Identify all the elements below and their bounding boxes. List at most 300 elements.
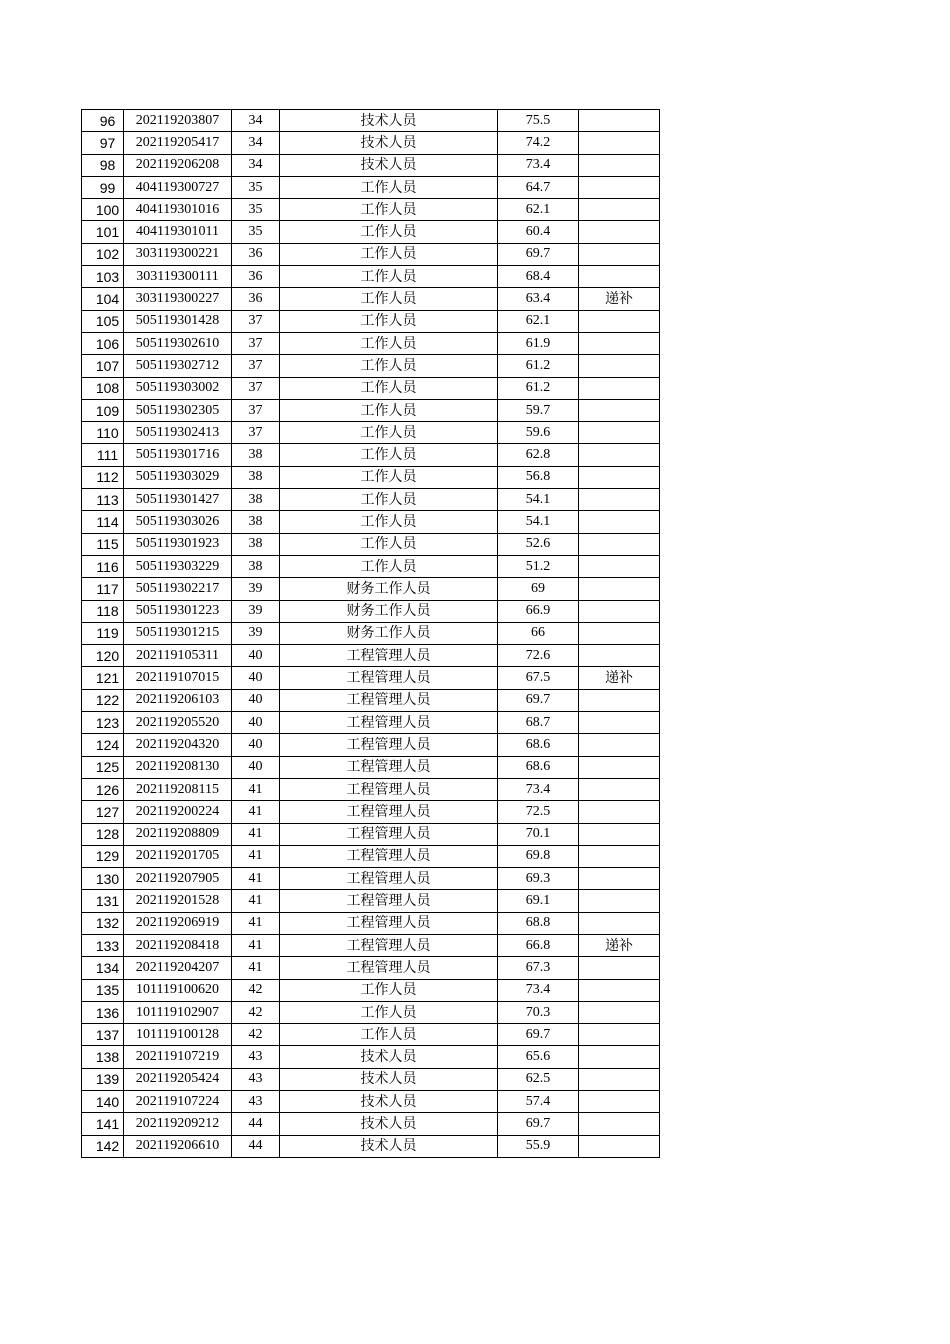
- position-code-cell: 43: [232, 1091, 280, 1113]
- row-number-cell: 111: [82, 444, 124, 466]
- note-cell: [579, 511, 660, 533]
- row-number-cell: 100: [82, 199, 124, 221]
- exam-id-cell: 202119107015: [124, 667, 232, 689]
- exam-id-cell: 505119302217: [124, 578, 232, 600]
- position-code-cell: 37: [232, 310, 280, 332]
- table-row: [82, 221, 660, 243]
- table-row: [82, 979, 660, 1001]
- job-title-cell: 工作人员: [280, 533, 498, 555]
- job-title-cell: 工作人员: [280, 555, 498, 577]
- note-cell: [579, 555, 660, 577]
- row-number-cell: 116: [82, 555, 124, 577]
- table-row: [82, 355, 660, 377]
- exam-id-cell: 505119301427: [124, 489, 232, 511]
- table-row: [82, 310, 660, 332]
- exam-id-cell: 202119207905: [124, 868, 232, 890]
- table-row: [82, 912, 660, 934]
- score-cell: 69: [498, 578, 579, 600]
- position-code-cell: 42: [232, 1001, 280, 1023]
- position-code-cell: 35: [232, 199, 280, 221]
- score-cell: 73.4: [498, 979, 579, 1001]
- row-number-cell: 140: [82, 1091, 124, 1113]
- row-number-cell: 121: [82, 667, 124, 689]
- row-number-cell: 114: [82, 511, 124, 533]
- score-cell: 56.8: [498, 466, 579, 488]
- row-number-cell: 124: [82, 734, 124, 756]
- exam-id-cell: 202119205520: [124, 712, 232, 734]
- results-table: [81, 109, 660, 1158]
- exam-id-cell: 101119102907: [124, 1001, 232, 1023]
- table-row: [82, 199, 660, 221]
- note-cell: [579, 176, 660, 198]
- note-cell: [579, 1001, 660, 1023]
- position-code-cell: 44: [232, 1113, 280, 1135]
- score-cell: 69.7: [498, 243, 579, 265]
- exam-id-cell: 505119303229: [124, 555, 232, 577]
- position-code-cell: 36: [232, 288, 280, 310]
- table-row: [82, 266, 660, 288]
- job-title-cell: 工作人员: [280, 266, 498, 288]
- score-cell: 62.5: [498, 1068, 579, 1090]
- exam-id-cell: 202119206208: [124, 154, 232, 176]
- position-code-cell: 39: [232, 600, 280, 622]
- job-title-cell: 技术人员: [280, 1113, 498, 1135]
- score-cell: 75.5: [498, 110, 579, 132]
- exam-id-cell: 202119206610: [124, 1135, 232, 1157]
- table-row: [82, 422, 660, 444]
- job-title-cell: 工作人员: [280, 176, 498, 198]
- score-cell: 70.1: [498, 823, 579, 845]
- exam-id-cell: 202119209212: [124, 1113, 232, 1135]
- note-cell: [579, 377, 660, 399]
- note-cell: [579, 578, 660, 600]
- exam-id-cell: 202119208809: [124, 823, 232, 845]
- exam-id-cell: 202119205417: [124, 132, 232, 154]
- table-row: [82, 132, 660, 154]
- job-title-cell: 财务工作人员: [280, 622, 498, 644]
- table-row: [82, 1024, 660, 1046]
- job-title-cell: 技术人员: [280, 110, 498, 132]
- score-cell: 66: [498, 622, 579, 644]
- score-cell: 69.7: [498, 1113, 579, 1135]
- job-title-cell: 财务工作人员: [280, 600, 498, 622]
- exam-id-cell: 202119200224: [124, 801, 232, 823]
- note-cell: [579, 110, 660, 132]
- job-title-cell: 工作人员: [280, 511, 498, 533]
- exam-id-cell: 202119206919: [124, 912, 232, 934]
- row-number-cell: 110: [82, 422, 124, 444]
- exam-id-cell: 505119303026: [124, 511, 232, 533]
- exam-id-cell: 505119301428: [124, 310, 232, 332]
- note-cell: [579, 466, 660, 488]
- position-code-cell: 40: [232, 667, 280, 689]
- table-row: [82, 801, 660, 823]
- position-code-cell: 39: [232, 578, 280, 600]
- position-code-cell: 37: [232, 422, 280, 444]
- position-code-cell: 37: [232, 377, 280, 399]
- table-row: [82, 444, 660, 466]
- score-cell: 51.2: [498, 555, 579, 577]
- row-number-cell: 122: [82, 689, 124, 711]
- note-cell: [579, 1024, 660, 1046]
- exam-id-cell: 505119302712: [124, 355, 232, 377]
- job-title-cell: 工程管理人员: [280, 845, 498, 867]
- row-number-cell: 129: [82, 845, 124, 867]
- row-number-cell: 112: [82, 466, 124, 488]
- job-title-cell: 工程管理人员: [280, 912, 498, 934]
- row-number-cell: 118: [82, 600, 124, 622]
- table-row: [82, 555, 660, 577]
- exam-id-cell: 202119206103: [124, 689, 232, 711]
- table-row: [82, 600, 660, 622]
- exam-id-cell: 202119107219: [124, 1046, 232, 1068]
- row-number-cell: 130: [82, 868, 124, 890]
- score-cell: 69.7: [498, 689, 579, 711]
- note-cell: 递补: [579, 667, 660, 689]
- note-cell: [579, 912, 660, 934]
- row-number-cell: 99: [82, 176, 124, 198]
- score-cell: 74.2: [498, 132, 579, 154]
- score-cell: 68.6: [498, 734, 579, 756]
- row-number-cell: 125: [82, 756, 124, 778]
- job-title-cell: 工作人员: [280, 466, 498, 488]
- note-cell: [579, 600, 660, 622]
- note-cell: 递补: [579, 288, 660, 310]
- score-cell: 73.4: [498, 778, 579, 800]
- note-cell: [579, 689, 660, 711]
- position-code-cell: 37: [232, 399, 280, 421]
- score-cell: 55.9: [498, 1135, 579, 1157]
- score-cell: 61.2: [498, 355, 579, 377]
- job-title-cell: 技术人员: [280, 1068, 498, 1090]
- row-number-cell: 132: [82, 912, 124, 934]
- position-code-cell: 41: [232, 912, 280, 934]
- exam-id-cell: 505119301716: [124, 444, 232, 466]
- job-title-cell: 技术人员: [280, 154, 498, 176]
- position-code-cell: 38: [232, 511, 280, 533]
- note-cell: [579, 645, 660, 667]
- row-number-cell: 104: [82, 288, 124, 310]
- note-cell: [579, 845, 660, 867]
- note-cell: [579, 199, 660, 221]
- position-code-cell: 35: [232, 221, 280, 243]
- row-number-cell: 127: [82, 801, 124, 823]
- position-code-cell: 41: [232, 890, 280, 912]
- row-number-cell: 101: [82, 221, 124, 243]
- job-title-cell: 工作人员: [280, 377, 498, 399]
- job-title-cell: 工作人员: [280, 243, 498, 265]
- table-row: [82, 778, 660, 800]
- table-row: [82, 154, 660, 176]
- job-title-cell: 工作人员: [280, 422, 498, 444]
- score-cell: 62.1: [498, 199, 579, 221]
- table-row: [82, 399, 660, 421]
- position-code-cell: 40: [232, 756, 280, 778]
- note-cell: [579, 1113, 660, 1135]
- exam-id-cell: 202119201528: [124, 890, 232, 912]
- position-code-cell: 42: [232, 979, 280, 1001]
- job-title-cell: 工程管理人员: [280, 890, 498, 912]
- position-code-cell: 41: [232, 845, 280, 867]
- exam-id-cell: 404119301011: [124, 221, 232, 243]
- table-row: [82, 890, 660, 912]
- results-table-body: [82, 110, 660, 1158]
- row-number-cell: 126: [82, 778, 124, 800]
- job-title-cell: 技术人员: [280, 1135, 498, 1157]
- score-cell: 61.9: [498, 332, 579, 354]
- note-cell: [579, 1068, 660, 1090]
- note-cell: [579, 622, 660, 644]
- position-code-cell: 41: [232, 957, 280, 979]
- exam-id-cell: 202119201705: [124, 845, 232, 867]
- table-row: [82, 1091, 660, 1113]
- row-number-cell: 139: [82, 1068, 124, 1090]
- row-number-cell: 120: [82, 645, 124, 667]
- note-cell: [579, 979, 660, 1001]
- job-title-cell: 工程管理人员: [280, 645, 498, 667]
- exam-id-cell: 101119100620: [124, 979, 232, 1001]
- table-row: [82, 845, 660, 867]
- exam-id-cell: 404119301016: [124, 199, 232, 221]
- position-code-cell: 39: [232, 622, 280, 644]
- job-title-cell: 工作人员: [280, 310, 498, 332]
- position-code-cell: 38: [232, 466, 280, 488]
- position-code-cell: 41: [232, 823, 280, 845]
- note-cell: [579, 355, 660, 377]
- job-title-cell: 工作人员: [280, 332, 498, 354]
- note-cell: [579, 778, 660, 800]
- job-title-cell: 工程管理人员: [280, 756, 498, 778]
- job-title-cell: 技术人员: [280, 132, 498, 154]
- position-code-cell: 43: [232, 1068, 280, 1090]
- position-code-cell: 34: [232, 132, 280, 154]
- table-row: [82, 176, 660, 198]
- position-code-cell: 37: [232, 355, 280, 377]
- row-number-cell: 128: [82, 823, 124, 845]
- job-title-cell: 工程管理人员: [280, 823, 498, 845]
- note-cell: [579, 1091, 660, 1113]
- position-code-cell: 41: [232, 778, 280, 800]
- note-cell: [579, 957, 660, 979]
- job-title-cell: 技术人员: [280, 1091, 498, 1113]
- position-code-cell: 38: [232, 533, 280, 555]
- position-code-cell: 38: [232, 555, 280, 577]
- table-row: [82, 1113, 660, 1135]
- table-row: [82, 756, 660, 778]
- exam-id-cell: 303119300227: [124, 288, 232, 310]
- table-row: [82, 578, 660, 600]
- table-row: [82, 868, 660, 890]
- score-cell: 54.1: [498, 511, 579, 533]
- row-number-cell: 108: [82, 377, 124, 399]
- exam-id-cell: 101119100128: [124, 1024, 232, 1046]
- score-cell: 69.1: [498, 890, 579, 912]
- table-row: [82, 957, 660, 979]
- row-number-cell: 135: [82, 979, 124, 1001]
- position-code-cell: 40: [232, 689, 280, 711]
- note-cell: [579, 712, 660, 734]
- note-cell: [579, 533, 660, 555]
- job-title-cell: 技术人员: [280, 1046, 498, 1068]
- note-cell: [579, 221, 660, 243]
- row-number-cell: 123: [82, 712, 124, 734]
- position-code-cell: 43: [232, 1046, 280, 1068]
- exam-id-cell: 202119208130: [124, 756, 232, 778]
- table-row: [82, 823, 660, 845]
- job-title-cell: 工程管理人员: [280, 689, 498, 711]
- job-title-cell: 工程管理人员: [280, 801, 498, 823]
- note-cell: [579, 399, 660, 421]
- table-row: [82, 712, 660, 734]
- position-code-cell: 42: [232, 1024, 280, 1046]
- score-cell: 62.1: [498, 310, 579, 332]
- table-row: [82, 622, 660, 644]
- note-cell: [579, 734, 660, 756]
- row-number-cell: 134: [82, 957, 124, 979]
- note-cell: [579, 890, 660, 912]
- note-cell: [579, 823, 660, 845]
- note-cell: [579, 1135, 660, 1157]
- job-title-cell: 工作人员: [280, 1001, 498, 1023]
- score-cell: 67.5: [498, 667, 579, 689]
- job-title-cell: 工作人员: [280, 355, 498, 377]
- score-cell: 63.4: [498, 288, 579, 310]
- position-code-cell: 35: [232, 176, 280, 198]
- score-cell: 64.7: [498, 176, 579, 198]
- exam-id-cell: 404119300727: [124, 176, 232, 198]
- score-cell: 52.6: [498, 533, 579, 555]
- row-number-cell: 105: [82, 310, 124, 332]
- note-cell: 递补: [579, 934, 660, 956]
- table-row: [82, 466, 660, 488]
- exam-id-cell: 505119302305: [124, 399, 232, 421]
- exam-id-cell: 202119203807: [124, 110, 232, 132]
- position-code-cell: 41: [232, 801, 280, 823]
- table-row: [82, 1001, 660, 1023]
- table-row: [82, 667, 660, 689]
- job-title-cell: 工程管理人员: [280, 778, 498, 800]
- job-title-cell: 工作人员: [280, 399, 498, 421]
- note-cell: [579, 1046, 660, 1068]
- score-cell: 69.3: [498, 868, 579, 890]
- score-cell: 60.4: [498, 221, 579, 243]
- exam-id-cell: 505119301923: [124, 533, 232, 555]
- score-cell: 69.7: [498, 1024, 579, 1046]
- row-number-cell: 98: [82, 154, 124, 176]
- row-number-cell: 107: [82, 355, 124, 377]
- exam-id-cell: 303119300111: [124, 266, 232, 288]
- position-code-cell: 41: [232, 934, 280, 956]
- job-title-cell: 工程管理人员: [280, 957, 498, 979]
- note-cell: [579, 868, 660, 890]
- score-cell: 73.4: [498, 154, 579, 176]
- exam-id-cell: 202119205424: [124, 1068, 232, 1090]
- exam-id-cell: 202119208418: [124, 934, 232, 956]
- score-cell: 59.6: [498, 422, 579, 444]
- job-title-cell: 工程管理人员: [280, 734, 498, 756]
- exam-id-cell: 505119303029: [124, 466, 232, 488]
- table-row: [82, 1135, 660, 1157]
- row-number-cell: 133: [82, 934, 124, 956]
- note-cell: [579, 756, 660, 778]
- position-code-cell: 37: [232, 332, 280, 354]
- score-cell: 72.6: [498, 645, 579, 667]
- row-number-cell: 137: [82, 1024, 124, 1046]
- note-cell: [579, 266, 660, 288]
- job-title-cell: 工程管理人员: [280, 934, 498, 956]
- job-title-cell: 工作人员: [280, 489, 498, 511]
- score-cell: 61.2: [498, 377, 579, 399]
- row-number-cell: 136: [82, 1001, 124, 1023]
- position-code-cell: 38: [232, 489, 280, 511]
- table-row: [82, 332, 660, 354]
- row-number-cell: 119: [82, 622, 124, 644]
- exam-id-cell: 202119204320: [124, 734, 232, 756]
- position-code-cell: 36: [232, 266, 280, 288]
- row-number-cell: 106: [82, 332, 124, 354]
- job-title-cell: 工作人员: [280, 221, 498, 243]
- table-row: [82, 934, 660, 956]
- score-cell: 72.5: [498, 801, 579, 823]
- score-cell: 68.6: [498, 756, 579, 778]
- note-cell: [579, 154, 660, 176]
- job-title-cell: 财务工作人员: [280, 578, 498, 600]
- note-cell: [579, 332, 660, 354]
- exam-id-cell: 505119301223: [124, 600, 232, 622]
- row-number-cell: 97: [82, 132, 124, 154]
- exam-id-cell: 202119107224: [124, 1091, 232, 1113]
- exam-id-cell: 505119302413: [124, 422, 232, 444]
- job-title-cell: 工作人员: [280, 979, 498, 1001]
- score-cell: 68.8: [498, 912, 579, 934]
- row-number-cell: 96: [82, 110, 124, 132]
- table-row: [82, 110, 660, 132]
- table-row: [82, 489, 660, 511]
- table-row: [82, 533, 660, 555]
- note-cell: [579, 801, 660, 823]
- row-number-cell: 102: [82, 243, 124, 265]
- row-number-cell: 109: [82, 399, 124, 421]
- row-number-cell: 138: [82, 1046, 124, 1068]
- table-row: [82, 377, 660, 399]
- job-title-cell: 工程管理人员: [280, 712, 498, 734]
- job-title-cell: 工作人员: [280, 1024, 498, 1046]
- note-cell: [579, 489, 660, 511]
- position-code-cell: 41: [232, 868, 280, 890]
- row-number-cell: 115: [82, 533, 124, 555]
- score-cell: 57.4: [498, 1091, 579, 1113]
- position-code-cell: 40: [232, 645, 280, 667]
- score-cell: 66.8: [498, 934, 579, 956]
- note-cell: [579, 422, 660, 444]
- score-cell: 65.6: [498, 1046, 579, 1068]
- job-title-cell: 工程管理人员: [280, 667, 498, 689]
- position-code-cell: 44: [232, 1135, 280, 1157]
- exam-id-cell: 505119301215: [124, 622, 232, 644]
- exam-id-cell: 505119303002: [124, 377, 232, 399]
- table-row: [82, 1068, 660, 1090]
- row-number-cell: 142: [82, 1135, 124, 1157]
- score-cell: 67.3: [498, 957, 579, 979]
- position-code-cell: 34: [232, 110, 280, 132]
- score-cell: 68.7: [498, 712, 579, 734]
- job-title-cell: 工程管理人员: [280, 868, 498, 890]
- table-row: [82, 689, 660, 711]
- note-cell: [579, 310, 660, 332]
- position-code-cell: 36: [232, 243, 280, 265]
- position-code-cell: 40: [232, 734, 280, 756]
- table-row: [82, 734, 660, 756]
